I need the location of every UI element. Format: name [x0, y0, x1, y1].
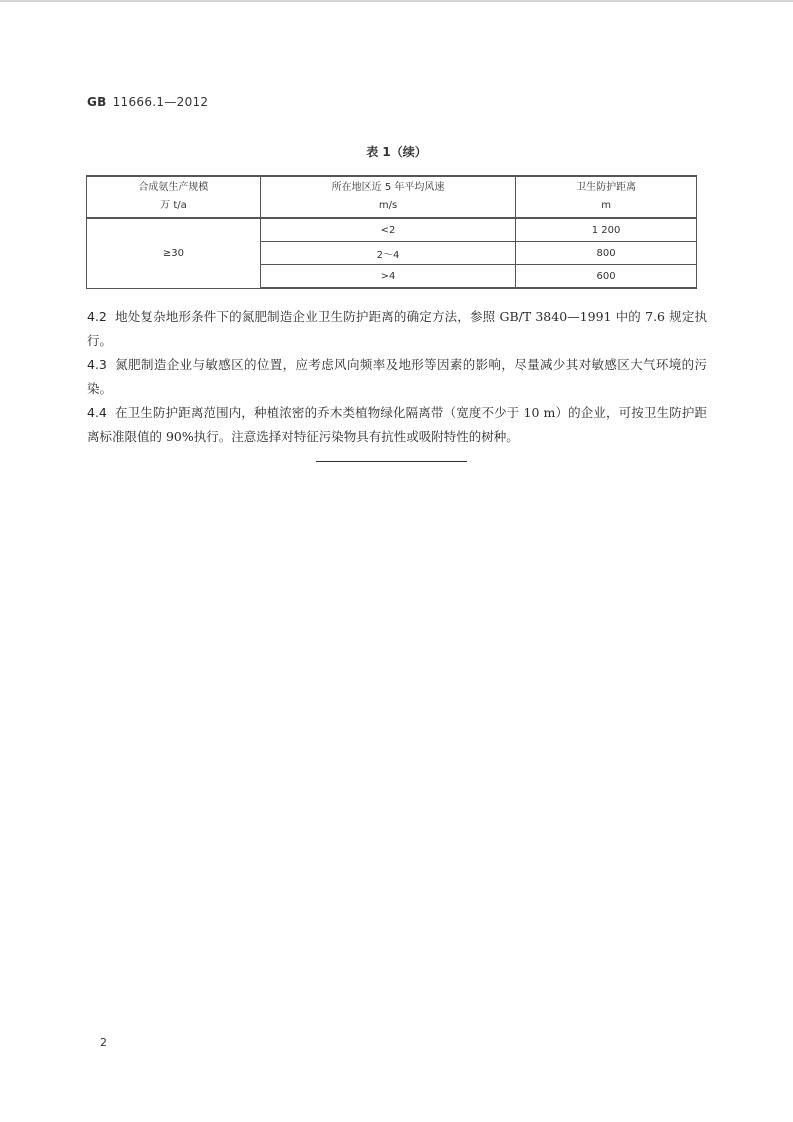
scan-top-edge: [0, 0, 793, 2]
standard-code: [87, 95, 208, 109]
header-scale-title: 合成氨生产规模: [138, 182, 209, 193]
clause-4-2: [87, 305, 707, 353]
distance-cell: 1 200: [516, 218, 697, 242]
clause-number: 4.4: [87, 405, 107, 420]
distance-cell: 600: [516, 265, 697, 289]
clause-number: 4.2: [87, 309, 107, 324]
clause-4-3: [87, 353, 707, 401]
scale-group-cell: ≥30: [87, 218, 261, 288]
header-wind-title: 所在地区近 5 年平均风速: [331, 182, 445, 193]
table-caption: 表 1（续）: [366, 145, 427, 159]
header-cell-wind-speed: [260, 176, 515, 218]
clause-4-4: [87, 401, 707, 449]
end-of-document-rule: [316, 461, 467, 462]
page-number: 2: [100, 1036, 107, 1049]
standard-number: 11666.1—2012: [112, 95, 209, 109]
wind-speed-cell: 2～4: [260, 242, 515, 265]
table-header-row: [87, 176, 697, 218]
clause-text: 在卫生防护距离范围内，种植浓密的乔木类植物绿化隔离带（宽度不少于 10 m）的企业，可按卫生防护距离标准限值的 90%执行。注意选择对特征污染物具有抗性或吸附特性的树种。: [87, 405, 707, 444]
wind-speed-cell: >4: [260, 265, 515, 289]
header-scale-unit: 万 t/a: [160, 200, 187, 211]
table-row: [87, 218, 697, 242]
standard-prefix: GB: [87, 95, 107, 109]
wind-speed-cell: <2: [260, 218, 515, 242]
header-cell-distance: [516, 176, 697, 218]
header-distance-title: 卫生防护距离: [576, 182, 637, 193]
sanitary-distance-table: [86, 175, 697, 289]
clause-text: 氮肥制造企业与敏感区的位置，应考虑风向频率及地形等因素的影响，尽量减少其对敏感区大气环境的污染。: [87, 357, 707, 396]
clause-number: 4.3: [87, 357, 107, 372]
header-distance-unit: m: [601, 200, 611, 211]
distance-cell: 800: [516, 242, 697, 265]
clause-text: 地处复杂地形条件下的氮肥制造企业卫生防护距离的确定方法，参照 GB/T 3840—1991 中的 7.6 规定执行。: [87, 309, 707, 348]
body-text: [87, 305, 707, 449]
header-wind-unit: m/s: [378, 200, 398, 211]
header-cell-scale: [87, 176, 261, 218]
